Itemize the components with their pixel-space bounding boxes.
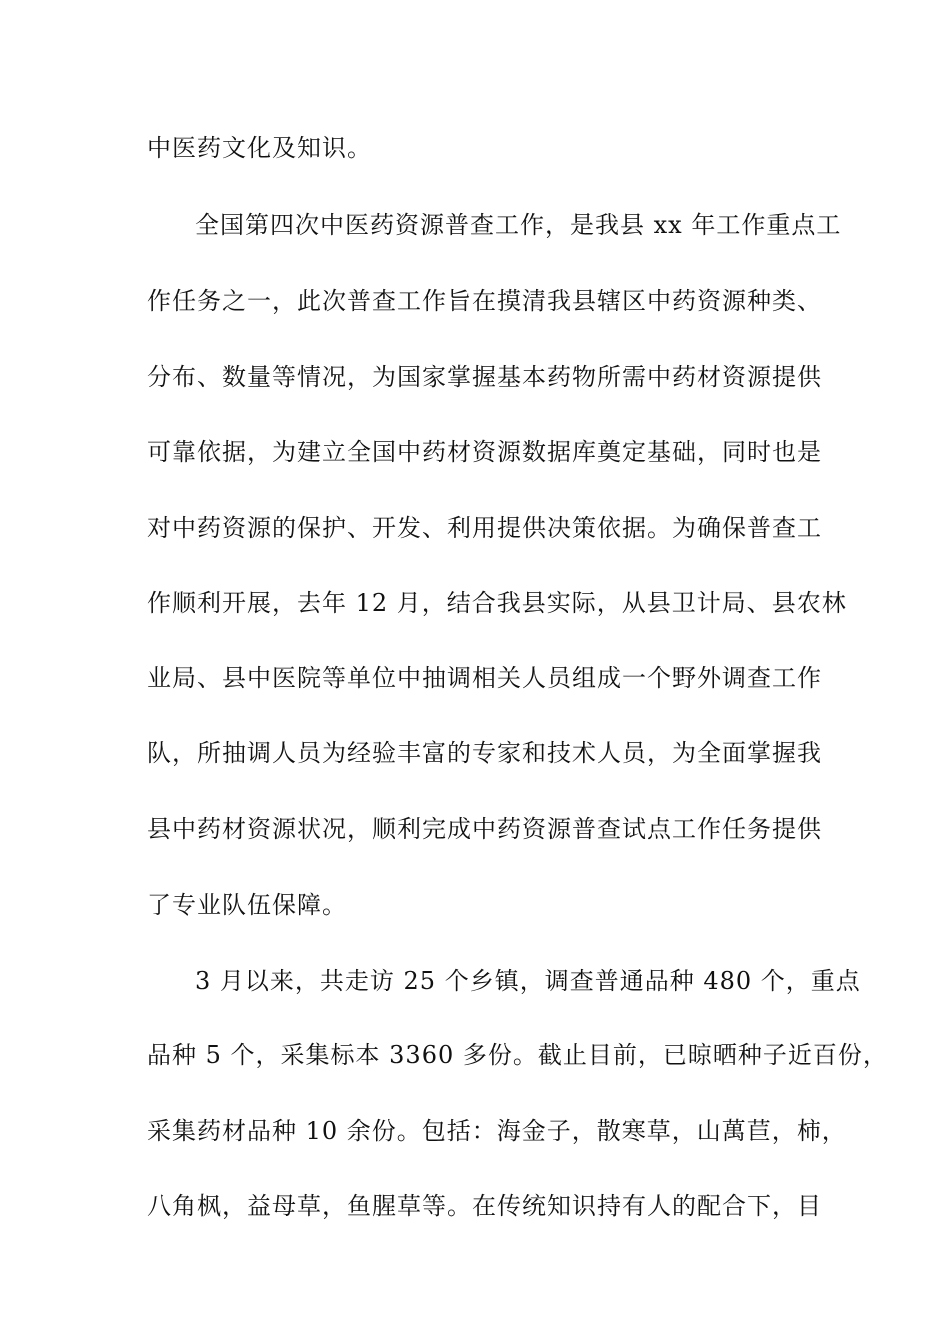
text-line-10: 县中药材资源状况，顺利完成中药资源普查试点工作任务提供 [147,815,822,843]
text-line-11: 了专业队伍保障。 [147,891,347,919]
text-line-12: 3 月以来，共走访 25 个乡镇，调查普通品种 480 个，重点 [195,967,861,995]
text-line-6: 对中药资源的保护、开发、利用提供决策依据。为确保普查工 [147,514,822,542]
text-line-4: 分布、数量等情况，为国家掌握基本药物所需中药材资源提供 [147,363,822,391]
text-line-14: 采集药材品种 10 余份。包括：海金子，散寒草，山萬苣，柿， [147,1117,847,1145]
text-line-2: 全国第四次中医药资源普查工作，是我县 xx 年工作重点工 [195,211,842,239]
text-line-1: 中医药文化及知识。 [147,134,372,162]
text-line-9: 队，所抽调人员为经验丰富的专家和技术人员，为全面掌握我 [147,739,822,767]
text-line-8: 业局、县中医院等单位中抽调相关人员组成一个野外调查工作 [147,664,822,692]
text-line-3: 作任务之一，此次普查工作旨在摸清我县辖区中药资源种类、 [147,287,822,315]
text-line-13: 品种 5 个，采集标本 3360 多份。截止目前，已晾晒种子近百份， [147,1041,888,1069]
text-line-5: 可靠依据，为建立全国中药材资源数据库奠定基础，同时也是 [147,438,822,466]
text-line-15: 八角枫，益母草，鱼腥草等。在传统知识持有人的配合下，目 [147,1192,822,1220]
text-line-7: 作顺利开展，去年 12 月，结合我县实际，从县卫计局、县农林 [147,589,847,617]
